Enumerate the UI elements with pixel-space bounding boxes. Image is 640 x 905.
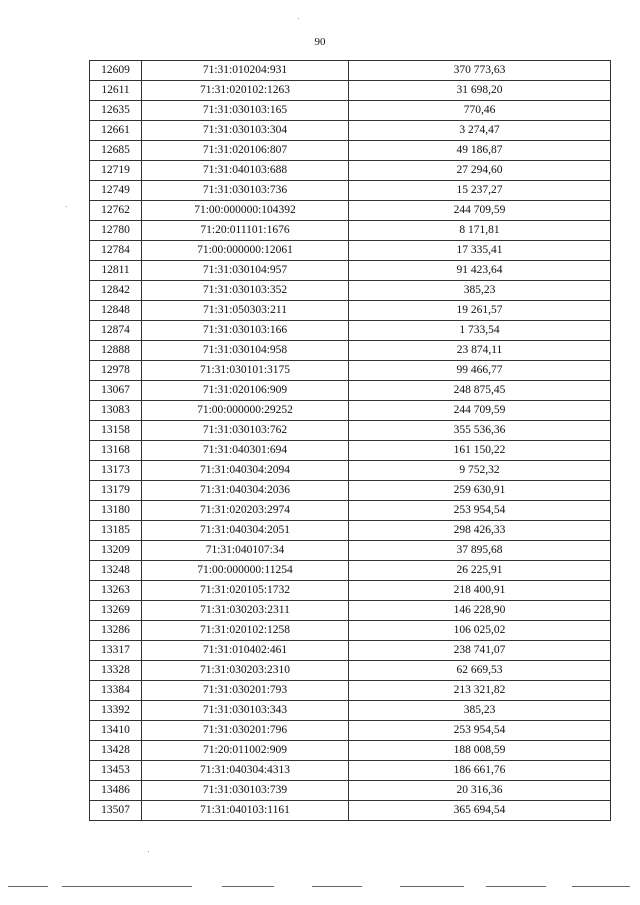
value-cell: 31 698,20 — [349, 81, 611, 101]
cadastral-number-cell: 71:31:040103:688 — [142, 161, 349, 181]
table-row — [90, 561, 611, 581]
cadastral-number-cell: 71:31:030104:957 — [142, 261, 349, 281]
row-number-cell: 13410 — [90, 721, 142, 741]
value-cell: 370 773,63 — [349, 61, 611, 81]
value-cell: 49 186,87 — [349, 141, 611, 161]
row-number-cell: 13168 — [90, 441, 142, 461]
table-row — [90, 501, 611, 521]
value-cell: 244 709,59 — [349, 201, 611, 221]
table-row — [90, 121, 611, 141]
cadastral-number-cell: 71:31:020106:807 — [142, 141, 349, 161]
row-number-cell: 13392 — [90, 701, 142, 721]
row-number-cell: 13180 — [90, 501, 142, 521]
value-cell: 9 752,32 — [349, 461, 611, 481]
row-number-cell: 12978 — [90, 361, 142, 381]
value-cell: 37 895,68 — [349, 541, 611, 561]
cadastral-number-cell: 71:20:011101:1676 — [142, 221, 349, 241]
scan-edge-line — [222, 886, 274, 887]
cadastral-number-cell: 71:20:011002:909 — [142, 741, 349, 761]
scan-speck — [298, 18, 299, 19]
cadastral-number-cell: 71:31:030104:958 — [142, 341, 349, 361]
scan-edge-line — [312, 886, 362, 887]
cadastral-number-cell: 71:31:030103:739 — [142, 781, 349, 801]
value-cell: 3 274,47 — [349, 121, 611, 141]
cadastral-number-cell: 71:31:030103:762 — [142, 421, 349, 441]
row-number-cell: 12609 — [90, 61, 142, 81]
cadastral-number-cell: 71:31:030101:3175 — [142, 361, 349, 381]
value-cell: 248 875,45 — [349, 381, 611, 401]
value-cell: 186 661,76 — [349, 761, 611, 781]
table-body — [90, 61, 611, 821]
value-cell: 62 669,53 — [349, 661, 611, 681]
value-cell: 298 426,33 — [349, 521, 611, 541]
value-cell: 213 321,82 — [349, 681, 611, 701]
value-cell: 238 741,07 — [349, 641, 611, 661]
cadastral-number-cell: 71:31:010402:461 — [142, 641, 349, 661]
page-number: 90 — [314, 36, 326, 48]
cadastral-number-cell: 71:31:030103:343 — [142, 701, 349, 721]
row-number-cell: 12611 — [90, 81, 142, 101]
value-cell: 161 150,22 — [349, 441, 611, 461]
table-row — [90, 421, 611, 441]
row-number-cell: 13269 — [90, 601, 142, 621]
cadastral-number-cell: 71:31:010204:931 — [142, 61, 349, 81]
table-row — [90, 541, 611, 561]
row-number-cell: 12848 — [90, 301, 142, 321]
cadastral-number-cell: 71:31:030201:796 — [142, 721, 349, 741]
row-number-cell: 13158 — [90, 421, 142, 441]
cadastral-number-cell: 71:31:020105:1732 — [142, 581, 349, 601]
table-row — [90, 241, 611, 261]
value-cell: 17 335,41 — [349, 241, 611, 261]
table-row — [90, 201, 611, 221]
table-row — [90, 761, 611, 781]
cadastral-number-cell: 71:31:020106:909 — [142, 381, 349, 401]
cadastral-number-cell: 71:31:020102:1258 — [142, 621, 349, 641]
row-number-cell: 12874 — [90, 321, 142, 341]
scan-edge-line — [486, 886, 546, 887]
cadastral-number-cell: 71:31:040301:694 — [142, 441, 349, 461]
row-number-cell: 13209 — [90, 541, 142, 561]
table-row — [90, 801, 611, 821]
cadastral-number-cell: 71:00:000000:11254 — [142, 561, 349, 581]
cadastral-number-cell: 71:31:030103:166 — [142, 321, 349, 341]
row-number-cell: 12685 — [90, 141, 142, 161]
table-row — [90, 741, 611, 761]
table-row — [90, 701, 611, 721]
value-cell: 20 316,36 — [349, 781, 611, 801]
value-cell: 15 237,27 — [349, 181, 611, 201]
scan-speck — [66, 206, 67, 207]
value-cell: 259 630,91 — [349, 481, 611, 501]
table-row — [90, 781, 611, 801]
row-number-cell: 13067 — [90, 381, 142, 401]
cadastral-number-cell: 71:31:040304:4313 — [142, 761, 349, 781]
row-number-cell: 12842 — [90, 281, 142, 301]
scan-edge-line — [8, 886, 48, 887]
value-cell: 355 536,36 — [349, 421, 611, 441]
row-number-cell: 13453 — [90, 761, 142, 781]
table-row — [90, 521, 611, 541]
value-cell: 27 294,60 — [349, 161, 611, 181]
cadastral-number-cell: 71:31:040107:34 — [142, 541, 349, 561]
cadastral-number-cell: 71:31:030103:736 — [142, 181, 349, 201]
cadastral-number-cell: 71:00:000000:12061 — [142, 241, 349, 261]
row-number-cell: 13286 — [90, 621, 142, 641]
table-row — [90, 721, 611, 741]
cadastral-number-cell: 71:31:030203:2310 — [142, 661, 349, 681]
value-cell: 106 025,02 — [349, 621, 611, 641]
row-number-cell: 13083 — [90, 401, 142, 421]
cadastral-value-table — [89, 60, 611, 821]
table-row — [90, 281, 611, 301]
table-row — [90, 61, 611, 81]
value-cell: 188 008,59 — [349, 741, 611, 761]
scan-edge-line — [572, 886, 630, 887]
row-number-cell: 12635 — [90, 101, 142, 121]
row-number-cell: 12762 — [90, 201, 142, 221]
value-cell: 385,23 — [349, 701, 611, 721]
value-cell: 23 874,11 — [349, 341, 611, 361]
table-row — [90, 481, 611, 501]
row-number-cell: 13428 — [90, 741, 142, 761]
cadastral-number-cell: 71:31:020102:1263 — [142, 81, 349, 101]
cadastral-number-cell: 71:31:030103:352 — [142, 281, 349, 301]
scan-edge-line — [400, 886, 464, 887]
cadastral-number-cell: 71:00:000000:104392 — [142, 201, 349, 221]
cadastral-number-cell: 71:31:040304:2051 — [142, 521, 349, 541]
row-number-cell: 12784 — [90, 241, 142, 261]
table-row — [90, 401, 611, 421]
table-row — [90, 261, 611, 281]
value-cell: 365 694,54 — [349, 801, 611, 821]
value-cell: 253 954,54 — [349, 501, 611, 521]
table-row — [90, 321, 611, 341]
value-cell: 253 954,54 — [349, 721, 611, 741]
cadastral-number-cell: 71:31:030203:2311 — [142, 601, 349, 621]
value-cell: 146 228,90 — [349, 601, 611, 621]
table-row — [90, 681, 611, 701]
table-row — [90, 601, 611, 621]
row-number-cell: 13179 — [90, 481, 142, 501]
row-number-cell: 13384 — [90, 681, 142, 701]
value-cell: 385,23 — [349, 281, 611, 301]
scan-edge-line — [62, 886, 192, 887]
table-row — [90, 81, 611, 101]
table-row — [90, 461, 611, 481]
value-cell: 218 400,91 — [349, 581, 611, 601]
value-cell: 1 733,54 — [349, 321, 611, 341]
table-row — [90, 181, 611, 201]
table-row — [90, 221, 611, 241]
cadastral-number-cell: 71:31:030201:793 — [142, 681, 349, 701]
row-number-cell: 12661 — [90, 121, 142, 141]
value-cell: 244 709,59 — [349, 401, 611, 421]
table-row — [90, 361, 611, 381]
row-number-cell: 13486 — [90, 781, 142, 801]
cadastral-number-cell: 71:31:050303:211 — [142, 301, 349, 321]
table-row — [90, 641, 611, 661]
row-number-cell: 13263 — [90, 581, 142, 601]
cadastral-number-cell: 71:00:000000:29252 — [142, 401, 349, 421]
row-number-cell: 13507 — [90, 801, 142, 821]
row-number-cell: 12749 — [90, 181, 142, 201]
value-cell: 770,46 — [349, 101, 611, 121]
table-row — [90, 341, 611, 361]
row-number-cell: 13328 — [90, 661, 142, 681]
value-cell: 91 423,64 — [349, 261, 611, 281]
value-cell: 8 171,81 — [349, 221, 611, 241]
row-number-cell: 13173 — [90, 461, 142, 481]
table-row — [90, 581, 611, 601]
row-number-cell: 12888 — [90, 341, 142, 361]
value-cell: 99 466,77 — [349, 361, 611, 381]
table-row — [90, 621, 611, 641]
row-number-cell: 13185 — [90, 521, 142, 541]
value-cell: 26 225,91 — [349, 561, 611, 581]
row-number-cell: 13317 — [90, 641, 142, 661]
table-row — [90, 141, 611, 161]
cadastral-number-cell: 71:31:040103:1161 — [142, 801, 349, 821]
cadastral-number-cell: 71:31:030103:304 — [142, 121, 349, 141]
cadastral-number-cell: 71:31:040304:2094 — [142, 461, 349, 481]
table-row — [90, 441, 611, 461]
table-row — [90, 161, 611, 181]
table-row — [90, 381, 611, 401]
scan-speck — [148, 851, 149, 852]
cadastral-number-cell: 71:31:040304:2036 — [142, 481, 349, 501]
row-number-cell: 13248 — [90, 561, 142, 581]
table-row — [90, 301, 611, 321]
cadastral-number-cell: 71:31:020203:2974 — [142, 501, 349, 521]
value-cell: 19 261,57 — [349, 301, 611, 321]
table-row — [90, 661, 611, 681]
cadastral-number-cell: 71:31:030103:165 — [142, 101, 349, 121]
row-number-cell: 12719 — [90, 161, 142, 181]
row-number-cell: 12811 — [90, 261, 142, 281]
table-row — [90, 101, 611, 121]
row-number-cell: 12780 — [90, 221, 142, 241]
